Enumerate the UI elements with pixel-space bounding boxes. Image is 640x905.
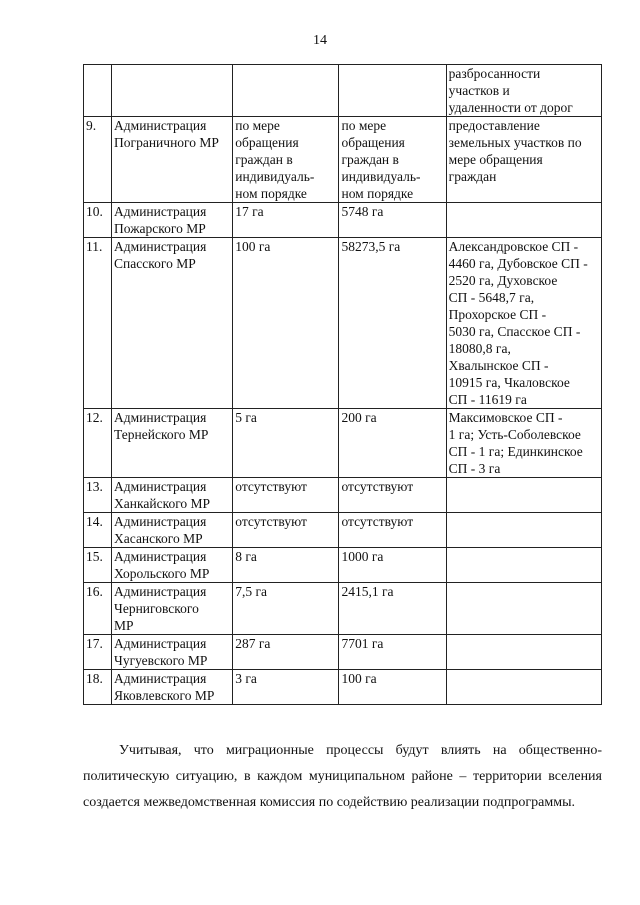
total-area-cell: 5 га — [233, 409, 339, 478]
table-row — [84, 203, 602, 238]
available-area-cell: 100 га — [339, 670, 446, 705]
administration-cell: Администрация Спасского МР — [112, 238, 233, 409]
total-area-cell — [233, 65, 339, 117]
available-area-cell: по мере обращения граждан в индивидуаль- ном порядке — [339, 117, 446, 203]
total-area-cell: 8 га — [233, 548, 339, 583]
available-area-cell: отсутствуют — [339, 478, 446, 513]
total-area-cell: 287 га — [233, 635, 339, 670]
row-number-cell: 11. — [84, 238, 112, 409]
note-cell — [446, 635, 601, 670]
total-area-cell: отсутствуют — [233, 478, 339, 513]
table-row — [84, 65, 602, 117]
row-number-cell: 10. — [84, 203, 112, 238]
table-row — [84, 478, 602, 513]
total-area-cell: по мере обращения граждан в индивидуаль- ном порядке — [233, 117, 339, 203]
table-row — [84, 583, 602, 635]
total-area-cell: 7,5 га — [233, 583, 339, 635]
administration-cell: Администрация Пограничного МР — [112, 117, 233, 203]
table-row — [84, 670, 602, 705]
note-cell — [446, 670, 601, 705]
table-row — [84, 513, 602, 548]
administration-cell: Администрация Тернейского МР — [112, 409, 233, 478]
table-row — [84, 409, 602, 478]
note-cell — [446, 548, 601, 583]
administration-cell — [112, 65, 233, 117]
row-number-cell: 13. — [84, 478, 112, 513]
total-area-cell: 3 га — [233, 670, 339, 705]
note-cell — [446, 513, 601, 548]
total-area-cell: 100 га — [233, 238, 339, 409]
note-cell: Александровское СП - 4460 га, Дубовское СП - 2520 га, Духовское СП - 5648,7 га, Прохорское СП - 5030 га, Спасское СП - 18080,8 га, Хвалынское СП - 10915 га, Чкаловское СП - 11619 га — [446, 238, 601, 409]
administration-cell: Администрация Черниговского МР — [112, 583, 233, 635]
row-number-cell: 15. — [84, 548, 112, 583]
page-number: 14 — [313, 33, 327, 48]
note-cell — [446, 583, 601, 635]
row-number-cell: 17. — [84, 635, 112, 670]
row-number-cell: 12. — [84, 409, 112, 478]
table-row — [84, 635, 602, 670]
available-area-cell: 2415,1 га — [339, 583, 446, 635]
available-area-cell: отсутствуют — [339, 513, 446, 548]
available-area-cell: 7701 га — [339, 635, 446, 670]
available-area-cell: 5748 га — [339, 203, 446, 238]
note-cell — [446, 478, 601, 513]
administration-cell: Администрация Хасанского МР — [112, 513, 233, 548]
available-area-cell: 58273,5 га — [339, 238, 446, 409]
administration-cell: Администрация Хорольского МР — [112, 548, 233, 583]
note-cell — [446, 203, 601, 238]
table-row — [84, 238, 602, 409]
row-number-cell: 14. — [84, 513, 112, 548]
row-number-cell: 9. — [84, 117, 112, 203]
note-cell: разбросанности участков и удаленности от дорог — [446, 65, 601, 117]
row-number-cell: 16. — [84, 583, 112, 635]
available-area-cell: 200 га — [339, 409, 446, 478]
available-area-cell — [339, 65, 446, 117]
administration-cell: Администрация Чугуевского МР — [112, 635, 233, 670]
table-row — [84, 117, 602, 203]
land-allocation-table — [83, 64, 602, 705]
total-area-cell: 17 га — [233, 203, 339, 238]
administration-cell: Администрация Пожарского МР — [112, 203, 233, 238]
row-number-cell — [84, 65, 112, 117]
table-row — [84, 548, 602, 583]
table-body — [84, 65, 602, 705]
row-number-cell: 18. — [84, 670, 112, 705]
administration-cell: Администрация Ханкайского МР — [112, 478, 233, 513]
body-paragraph: Учитывая, что миграционные процессы будут влиять на общественно-политическую ситуацию, в каждом муниципальном районе – территории вселения создается межведомственная комиссия по содействию реализации подпрограммы. — [83, 743, 602, 810]
available-area-cell: 1000 га — [339, 548, 446, 583]
administration-cell: Администрация Яковлевского МР — [112, 670, 233, 705]
note-cell: Максимовское СП - 1 га; Усть-Соболевское СП - 1 га; Единкинское СП - 3 га — [446, 409, 601, 478]
note-cell: предоставление земельных участков по мере обращения граждан — [446, 117, 601, 203]
total-area-cell: отсутствуют — [233, 513, 339, 548]
